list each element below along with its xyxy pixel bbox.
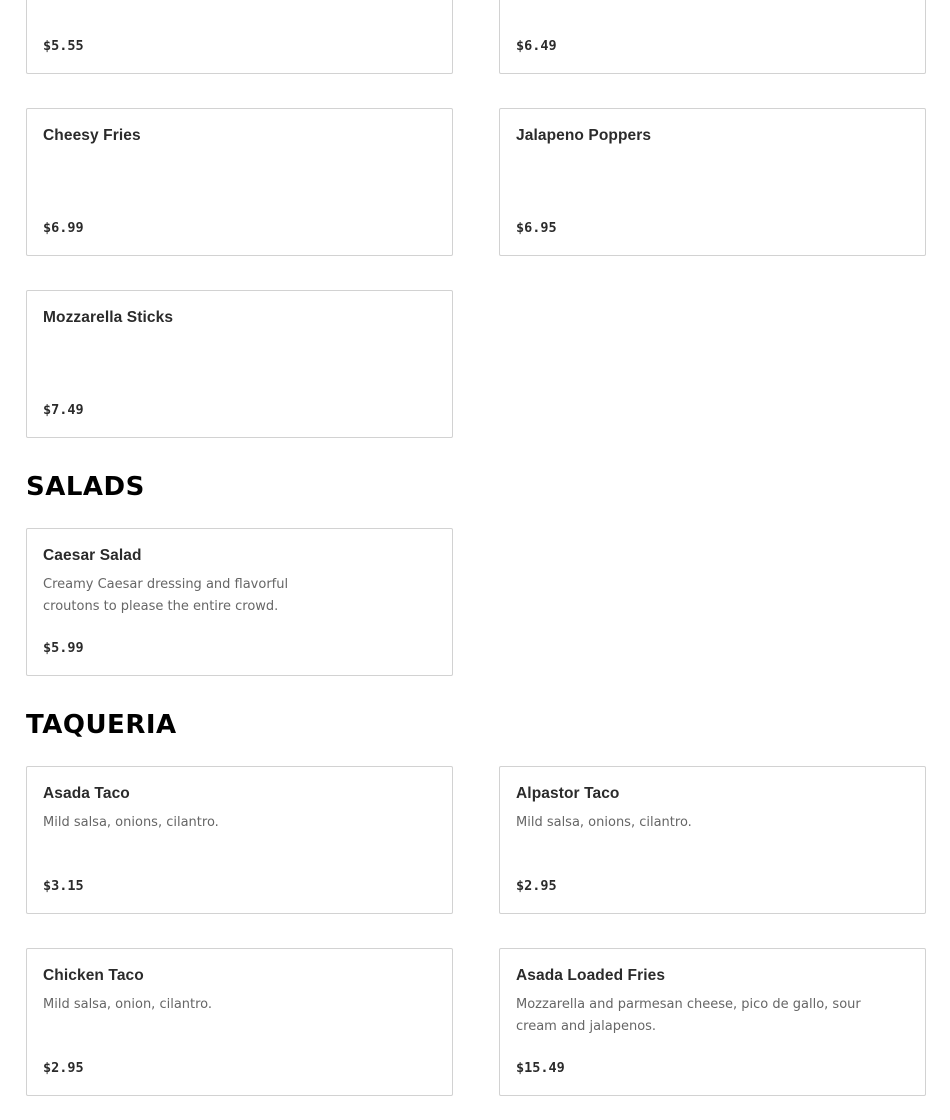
item-price: $3.15 [43, 878, 84, 894]
item-name: Jalapeno Poppers [516, 127, 652, 144]
menu-item-card-alpastor-taco[interactable] [499, 766, 926, 914]
item-price: $6.99 [43, 220, 84, 236]
item-name: Asada Loaded Fries [516, 967, 666, 984]
menu-item-card[interactable] [499, 0, 926, 74]
item-name: Caesar Salad [43, 547, 142, 564]
section-title-taqueria: TAQUERIA [26, 710, 177, 740]
item-price: $7.49 [43, 402, 84, 418]
menu-item-card-cheesy-fries[interactable] [26, 108, 453, 256]
menu-item-card[interactable] [26, 0, 453, 74]
section-title-salads: SALADS [26, 472, 145, 502]
item-description: Mild salsa, onions, cilantro. [516, 815, 692, 830]
item-price: $5.99 [43, 640, 84, 656]
menu-item-card-chicken-taco[interactable] [26, 948, 453, 1096]
menu-item-card-jalapeno-poppers[interactable] [499, 108, 926, 256]
item-name: Alpastor Taco [516, 785, 620, 802]
item-price: $6.49 [516, 38, 557, 54]
menu-item-card-asada-loaded-fries[interactable] [499, 948, 926, 1096]
item-price: $6.95 [516, 220, 557, 236]
item-price: $2.95 [516, 878, 557, 894]
item-price: $5.55 [43, 38, 84, 54]
item-description: Creamy Caesar dressing and flavorful croutons to please the entire crowd. [43, 577, 289, 614]
menu-item-card-asada-taco[interactable] [26, 766, 453, 914]
item-description: Mild salsa, onions, cilantro. [43, 815, 219, 830]
item-name: Mozzarella Sticks [43, 309, 174, 326]
menu-item-card-mozzarella-sticks[interactable] [26, 290, 453, 438]
item-name: Asada Taco [43, 785, 130, 802]
item-price: $2.95 [43, 1060, 84, 1076]
item-description: Mozzarella and parmesan cheese, pico de gallo, sour cream and jalapenos. [516, 997, 861, 1034]
item-description: Mild salsa, onion, cilantro. [43, 997, 213, 1012]
menu-item-card-caesar-salad[interactable] [26, 528, 453, 676]
item-price: $15.49 [516, 1060, 565, 1076]
item-name: Cheesy Fries [43, 127, 141, 144]
item-name: Chicken Taco [43, 967, 144, 984]
